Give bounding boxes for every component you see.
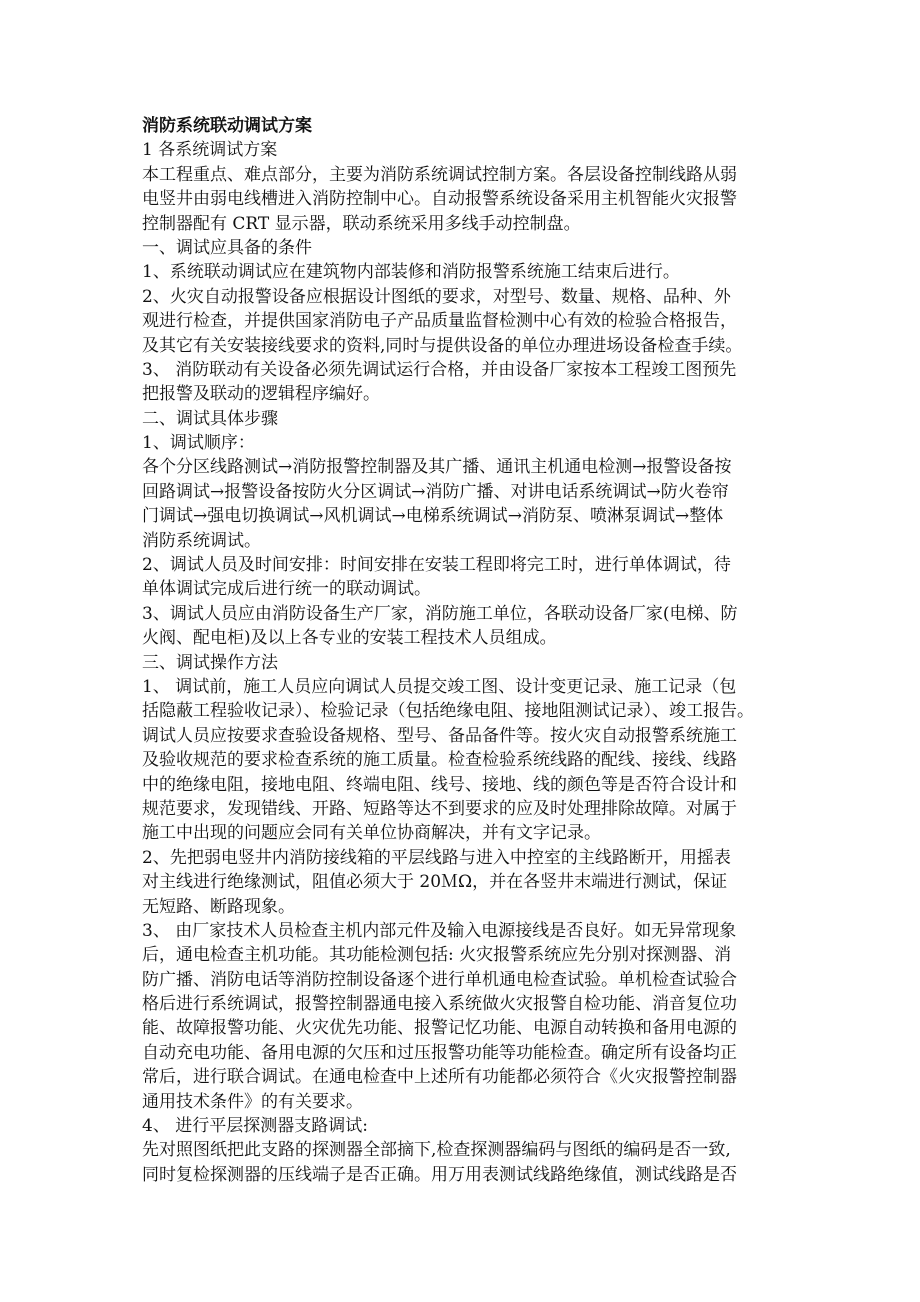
text-line: 对主线进行绝缘测试，阻值必须大于 20ＭΩ，并在各竖井末端进行测试，保证	[142, 872, 728, 893]
section-heading: 二、调试具体步骤	[142, 408, 278, 429]
document-body	[142, 138, 792, 1187]
text-line: 调试人员应按要求查验设备规格、型号、备品备件等。按火灾自动报警系统施工	[142, 725, 737, 746]
text-line: 1、系统联动调试应在建筑物内部装修和消防报警系统施工结束后进行。	[142, 262, 680, 283]
text-line: 1 各系统调试方案	[142, 140, 278, 161]
text-line: 3、 消防联动有关设备必须先调试运行合格，并由设备厂家按本工程竣工图预先	[142, 359, 737, 380]
document-title: 消防系统联动调试方案	[142, 116, 312, 136]
text-line: 电竖井由弱电线槽进入消防控制中心。自动报警系统设备采用主机智能火灾报警	[142, 189, 737, 210]
text-line: 把报警及联动的逻辑程序编好。	[142, 384, 380, 405]
text-line: 施工中出现的问题应会同有关单位协商解决，并有文字记录。	[142, 823, 601, 844]
text-line: 3、 由厂家技术人员检查主机内部元件及输入电源接线是否良好。如无异常现象	[142, 920, 737, 941]
text-line: 同时复检探测器的压线端子是否正确。用万用表测试线路绝缘值，测试线路是否	[142, 1164, 737, 1185]
text-line: 先对照图纸把此支路的探测器全部摘下,检查探测器编码与图纸的编码是否一致,	[142, 1140, 731, 1161]
text-line: 1、 调试前，施工人员应向调试人员提交竣工图、设计变更记录、施工记录（包	[142, 676, 737, 697]
text-line: 单体调试完成后进行统一的联动调试。	[142, 579, 431, 600]
text-line: 1、调试顺序：	[142, 433, 255, 454]
section-heading: 一、调试应具备的条件	[142, 237, 312, 258]
text-line: 后，通电检查主机功能。其功能检测包括: 火灾报警系统应先分别对探测器、消	[142, 945, 732, 966]
text-line: 各个分区线路测试→消防报警控制器及其广播、通讯主机通电检测→报警设备按	[142, 457, 732, 478]
text-line: 4、 进行平层探测器支路调试:	[142, 1116, 368, 1137]
text-line: 回路调试→报警设备按防火分区调试→消防广播、对讲电话系统调试→防火卷帘	[142, 481, 729, 502]
document-page	[142, 114, 792, 1187]
text-line: 本工程重点、难点部分，主要为消防系统调试控制方案。各层设备控制线路从弱	[142, 164, 737, 185]
text-line: 括隐蔽工程验收记录）、检验记录（包括绝缘电阻、接地阻测试记录）、竣工报告。	[142, 701, 754, 722]
text-line: 无短路、断路现象。	[142, 896, 295, 917]
text-line: 及其它有关安装接线要求的资料,同时与提供设备的单位办理进场设备检查手续。	[142, 335, 743, 356]
text-line: 防广播、消防电话等消防控制设备逐个进行单机通电检查试验。单机检查试验合	[142, 969, 737, 990]
text-line: 常后，进行联合调试。在通电检查中上述所有功能都必须符合《火灾报警控制器	[142, 1067, 737, 1088]
text-line: 3、调试人员应由消防设备生产厂家，消防施工单位，各联动设备厂家(电梯、防	[142, 603, 738, 624]
text-line: 控制器配有 CRT 显示器，联动系统采用多线手动控制盘。	[142, 213, 581, 234]
text-line: 2、火灾自动报警设备应根据设计图纸的要求，对型号、数量、规格、品种、外	[142, 286, 731, 307]
text-line: 规范要求，发现错线、开路、短路等达不到要求的应及时处理排除故障。对属于	[142, 798, 737, 819]
text-line: 自动充电功能、备用电源的欠压和过压报警功能等功能检查。确定所有设备均正	[142, 1042, 737, 1063]
text-line: 观进行检查，并提供国家消防电子产品质量监督检测中心有效的检验合格报告，	[142, 311, 737, 332]
text-line: 火阀、配电柜)及以上各专业的安装工程技术人员组成。	[142, 628, 557, 649]
text-line: 消防系统调试。	[142, 530, 261, 551]
text-line: 2、调试人员及时间安排：时间安排在安装工程即将完工时，进行单体调试，待	[142, 555, 731, 576]
text-line: 能、故障报警功能、火灾优先功能、报警记忆功能、电源自动转换和备用电源的	[142, 1018, 737, 1039]
text-line: 门调试→强电切换调试→风机调试→电梯系统调试→消防泵、喷淋泵调试→整体	[142, 506, 724, 527]
text-line: 及验收规范的要求检查系统的施工质量。检查检验系统线路的配线、接线、线路	[142, 750, 737, 771]
text-line: 2、先把弱电竖井内消防接线箱的平层线路与进入中控室的主线路断开，用摇表	[142, 847, 731, 868]
text-line: 格后进行系统调试，报警控制器通电接入系统做火灾报警自检功能、消音复位功	[142, 994, 737, 1015]
text-line: 中的绝缘电阻，接地电阻、终端电阻、线号、接地、线的颜色等是否符合设计和	[142, 774, 737, 795]
section-heading: 三、调试操作方法	[142, 652, 278, 673]
text-line: 通用技术条件》的有关要求。	[142, 1091, 363, 1112]
